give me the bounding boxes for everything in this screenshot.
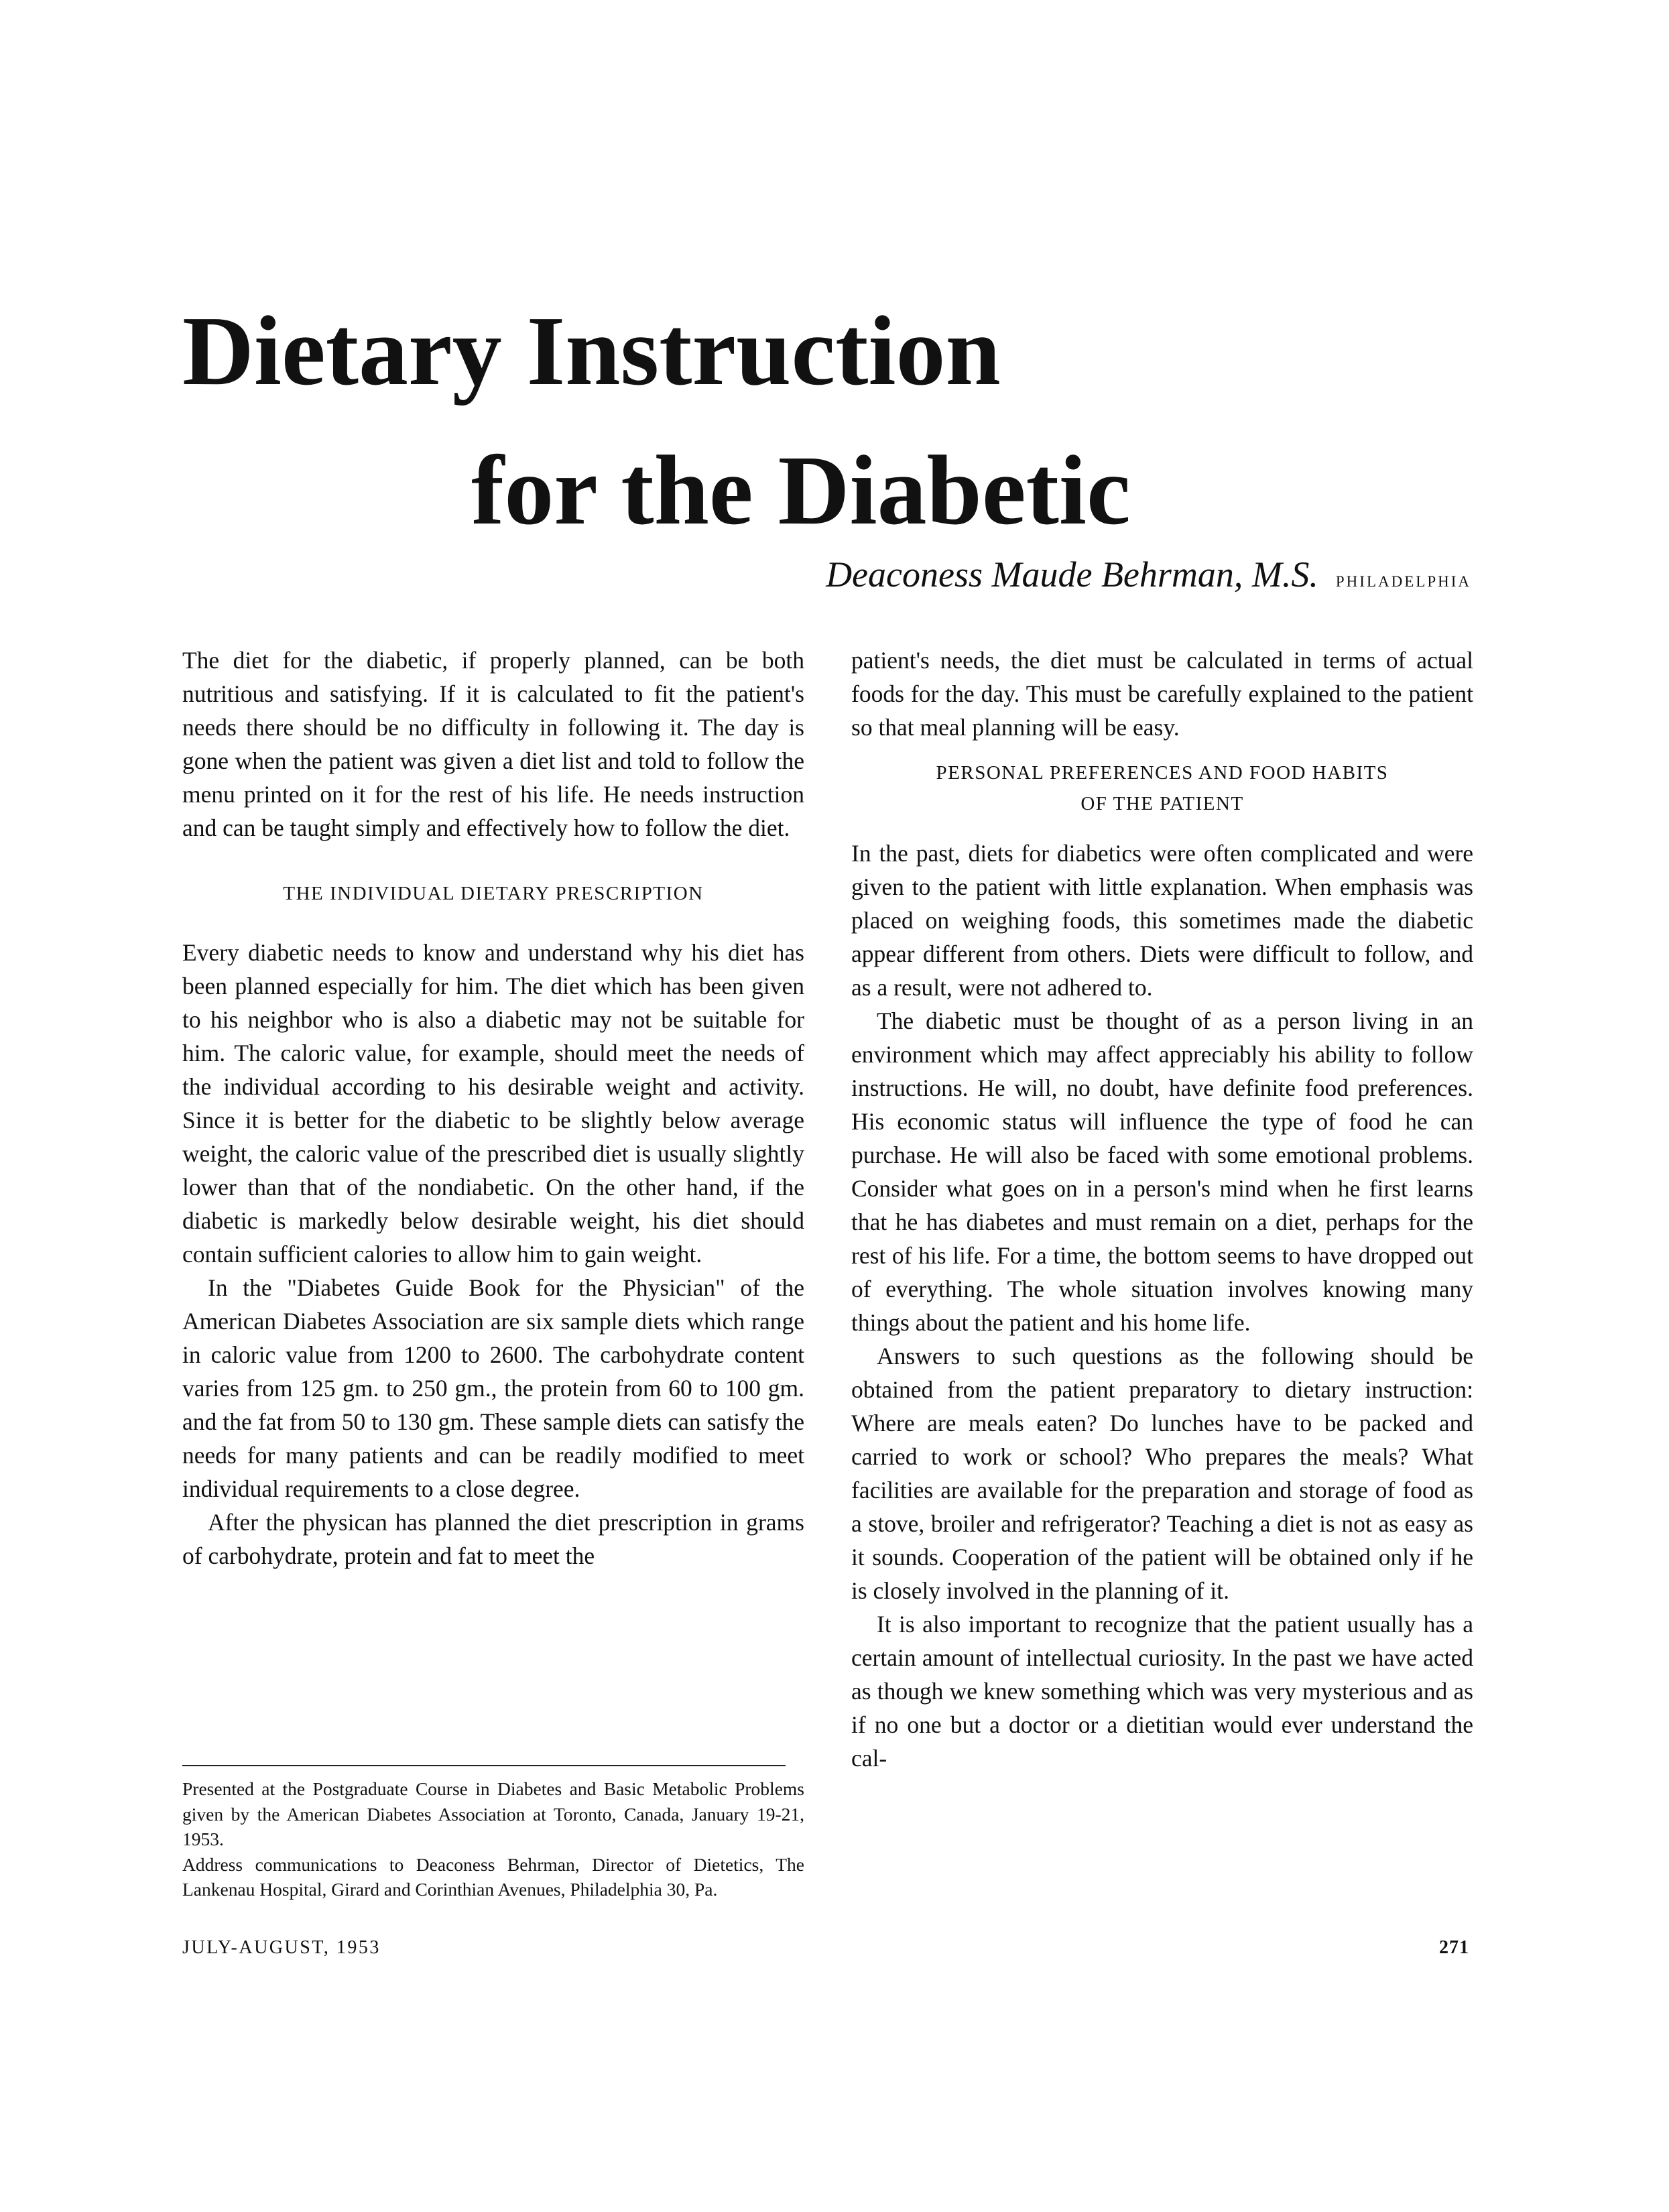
- intro-paragraph: The diet for the diabetic, if properly planned, can be both nutritious and satisfying. If it is calculated to fit the patient's needs there should be no difficulty in following it. The day is gone when the patient was given a diet list and told to follow the menu printed on it for the rest of his life. He needs instruction and can be taught simply and effectively how to follow the diet.: [182, 647, 804, 841]
- body-paragraph: In the "Diabetes Guide Book for the Physician" of the American Diabetes Association are six sample diets which range in caloric value from 1200 to 2600. The carbohydrate content varies from 125 gm. to 250 gm., the protein from 60 to 100 gm. and the fat from 50 to 130 gm. These sample diets can satisfy the needs for many patients and can be readily modified to meet individual requirements to a close degree.: [182, 1274, 804, 1502]
- byline: [826, 556, 1471, 593]
- page-number: 271: [1439, 1937, 1469, 1958]
- body-paragraph: The diabetic must be thought of as a person living in an environment which may affect appreciably his ability to follow instructions. He will, no doubt, have definite food preferences. His economic status will influence the type of food he can purchase. He will also be faced with some emotional problems. Consider what goes on in a person's mind when he first learns that he has diabetes and must remain on a diet, perhaps for the rest of his life. For a time, the bottom seems to have dropped out of everything. The whole situation involves knowing many things about the patient and his home life.: [851, 1007, 1473, 1336]
- footnote-divider: [182, 1765, 786, 1766]
- body-paragraph: Every diabetic needs to know and understand why his diet has been planned especially for him. The diet which has been given to his neighbor who is also a diabetic may not be suitable for him. The caloric value, for example, should meet the needs of the individual according to his desirable weight and activity. Since it is better for the diabetic to be slightly below average weight, the caloric value of the prescribed diet is usually slightly lower than that of the nondiabetic. On the other hand, if the diabetic is markedly below desirable weight, his diet should contain sufficient calories to allow him to gain weight.: [182, 939, 804, 1268]
- author-location: PHILADELPHIA: [1335, 573, 1471, 590]
- author-name: Deaconess Maude Behrman, M.S.: [826, 554, 1318, 595]
- heading-line-2: OF THE PATIENT: [1080, 793, 1244, 814]
- article-title-line-1: Dietary Instruction: [182, 296, 1001, 406]
- footnote-presented-at: Presented at the Postgraduate Course in Diabetes and Basic Metabolic Problems given by the American Diabetes Association at Toronto, Canada, January 19-21, 1953.: [182, 1778, 804, 1849]
- footnote-address: Address communications to Deaconess Behrman, Director of Dietetics, The Lankenau Hospital, Girard and Corinthian Avenues, Philadelphia 30, Pa.: [182, 1853, 804, 1900]
- left-column: [182, 643, 804, 1573]
- footnotes: [182, 1776, 804, 1902]
- heading-line-1: PERSONAL PREFERENCES AND FOOD HABITS: [936, 762, 1389, 784]
- section-heading-individual-prescription: THE INDIVIDUAL DIETARY PRESCRIPTION: [283, 883, 704, 904]
- article-title-line-2: for the Diabetic: [471, 436, 1131, 546]
- body-paragraph: Answers to such questions as the following should be obtained from the patient preparatory to dietary instruction: Where are meals eaten? Do lunches have to be packed and carried to work or school? Who prepares the meals? What facilities are available for the preparation and storage of food as a stove, broiler and refrigerator? Teaching a diet is not as easy as it sounds. Cooperation of the patient will be obtained only if he is closely involved in the planning of it.: [851, 1343, 1473, 1604]
- body-paragraph: After the physican has planned the diet prescription in grams of carbohydrate, protein and fat to meet the: [182, 1509, 804, 1569]
- section-heading-personal-preferences: [851, 757, 1473, 819]
- right-column: [851, 643, 1473, 1775]
- issue-date: JULY-AUGUST, 1953: [182, 1937, 381, 1958]
- body-paragraph: In the past, diets for diabetics were often complicated and were given to the patient with little explanation. When emphasis was placed on weighing foods, this sometimes made the diabetic appear different from others. Diets were difficult to follow, and as a result, were not adhered to.: [851, 840, 1473, 1001]
- body-paragraph: It is also important to recognize that the patient usually has a certain amount of intellectual curiosity. In the past we have acted as though we knew something which was very mysterious and as if no one but a doctor or a dietitian would ever understand the cal-: [851, 1611, 1473, 1772]
- continued-paragraph: patient's needs, the diet must be calculated in terms of actual foods for the day. This must be carefully explained to the patient so that meal planning will be easy.: [851, 647, 1473, 741]
